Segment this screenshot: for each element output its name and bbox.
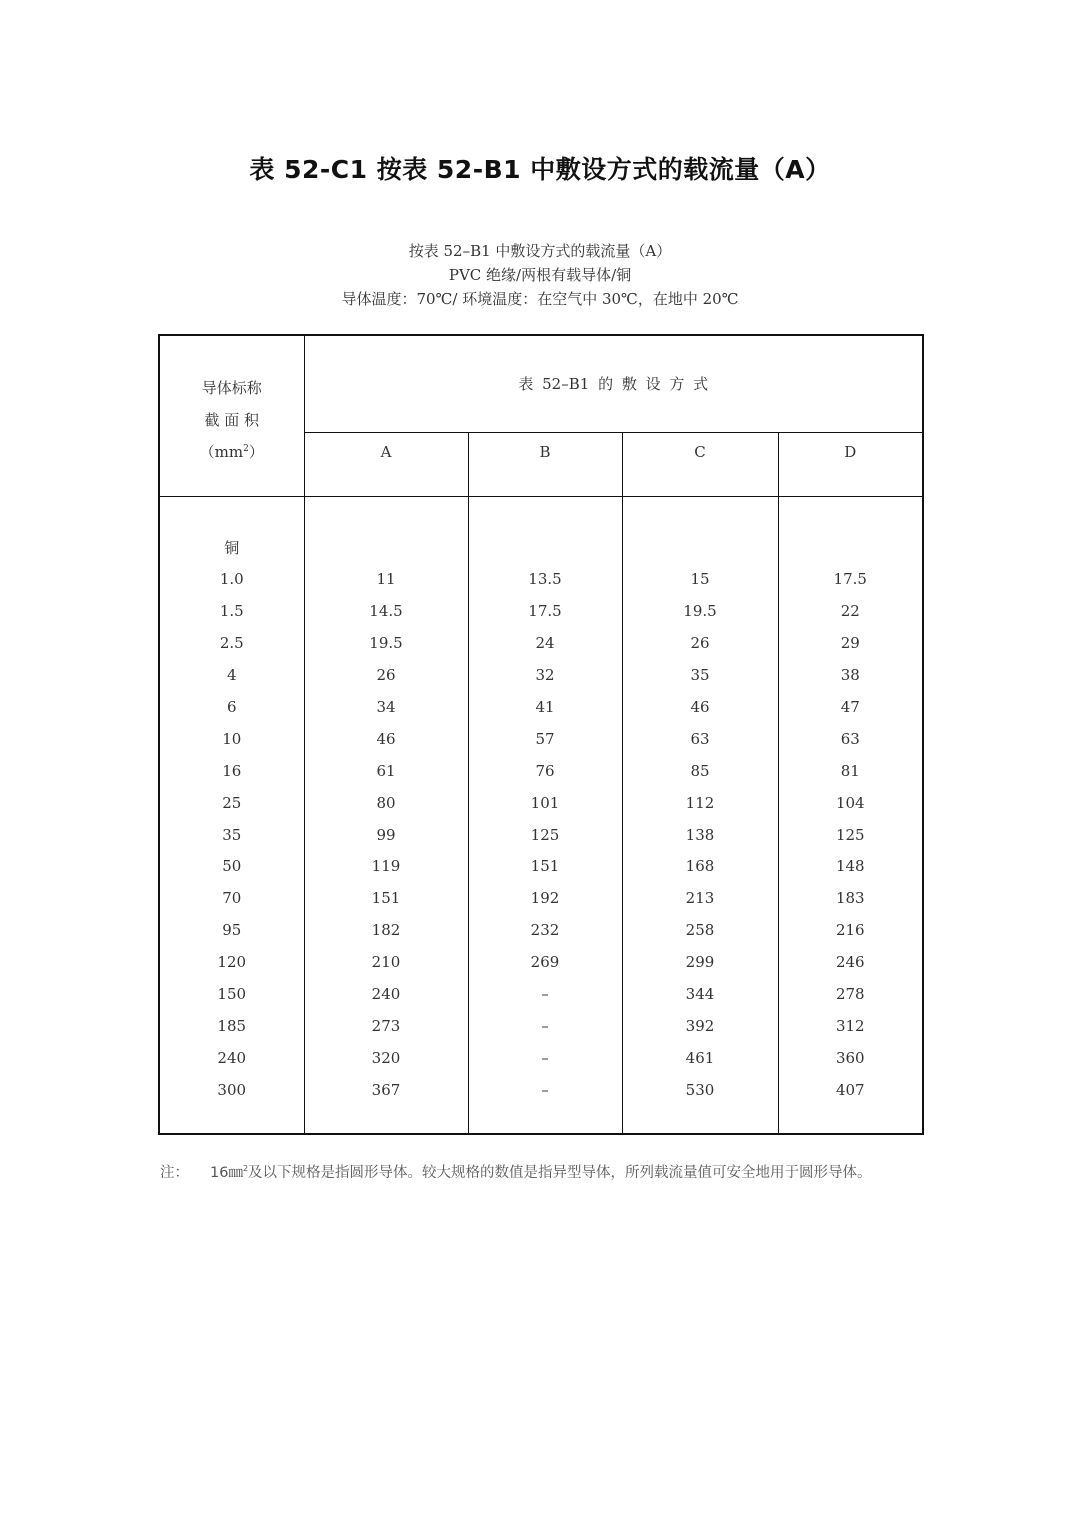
value-cell: 360 bbox=[835, 1048, 865, 1067]
value-cell: 63 bbox=[840, 729, 860, 748]
method-d-column bbox=[778, 496, 923, 1134]
value-cell: 240 bbox=[371, 984, 401, 1003]
value-cell: 38 bbox=[840, 666, 860, 685]
size-cell: 95 bbox=[222, 921, 242, 940]
value-cell: 125 bbox=[835, 825, 865, 844]
value-cell: 125 bbox=[530, 825, 560, 844]
installation-method-header: 表 52–B1 的 敷 设 方 式 bbox=[304, 335, 923, 432]
value-cell: 344 bbox=[685, 984, 715, 1003]
current-capacity-table bbox=[158, 334, 924, 1135]
value-cell: 24 bbox=[535, 634, 555, 653]
value-cell: 192 bbox=[530, 889, 560, 908]
value-cell: 46 bbox=[376, 729, 396, 748]
size-cell: 50 bbox=[222, 857, 242, 876]
method-c-values bbox=[623, 564, 778, 1106]
value-cell: 19.5 bbox=[369, 634, 403, 653]
value-cell: 19.5 bbox=[683, 602, 717, 621]
value-cell: 216 bbox=[835, 921, 865, 940]
method-a-values bbox=[305, 564, 468, 1106]
value-cell: 85 bbox=[690, 761, 710, 780]
value-cell: 312 bbox=[835, 1016, 865, 1035]
size-cell: 2.5 bbox=[219, 634, 244, 653]
size-cell: 35 bbox=[222, 825, 242, 844]
value-cell: 41 bbox=[535, 697, 555, 716]
value-cell: 367 bbox=[371, 1080, 401, 1099]
size-cell: 6 bbox=[226, 697, 237, 716]
value-cell: 461 bbox=[685, 1048, 715, 1067]
value-cell: 320 bbox=[371, 1048, 401, 1067]
size-cell: 300 bbox=[217, 1080, 247, 1099]
value-cell: – bbox=[541, 1016, 549, 1035]
area-header-cell bbox=[159, 335, 304, 496]
size-cell: 4 bbox=[226, 666, 237, 685]
value-cell: 11 bbox=[376, 570, 396, 589]
value-cell: 210 bbox=[371, 953, 401, 972]
value-cell: 392 bbox=[685, 1016, 715, 1035]
method-c-column bbox=[622, 496, 778, 1134]
column-header-b: B bbox=[468, 432, 622, 496]
value-cell: 151 bbox=[530, 857, 560, 876]
value-cell: 26 bbox=[376, 666, 396, 685]
size-column bbox=[159, 496, 304, 1134]
method-a-column bbox=[304, 496, 468, 1134]
value-cell: 104 bbox=[835, 793, 865, 812]
value-cell: 148 bbox=[835, 857, 865, 876]
value-cell: 258 bbox=[685, 921, 715, 940]
value-cell: 101 bbox=[530, 793, 560, 812]
size-cell: 240 bbox=[217, 1048, 247, 1067]
value-cell: 168 bbox=[685, 857, 715, 876]
size-cell: 70 bbox=[222, 889, 242, 908]
column-header-c: C bbox=[622, 432, 778, 496]
value-cell: 14.5 bbox=[369, 602, 403, 621]
material-label: 铜 bbox=[224, 538, 240, 557]
value-cell: 15 bbox=[690, 570, 710, 589]
value-cell: 269 bbox=[530, 953, 560, 972]
value-cell: 278 bbox=[835, 984, 865, 1003]
table-condition-temperature: 导体温度：70℃/ 环境温度：在空气中 30℃，在地中 20℃ bbox=[341, 290, 739, 308]
method-b-column bbox=[468, 496, 622, 1134]
value-cell: 183 bbox=[835, 889, 865, 908]
column-header-d: D bbox=[778, 432, 923, 496]
note-label: 注： bbox=[160, 1165, 189, 1181]
value-cell: 80 bbox=[376, 793, 396, 812]
size-cell: 185 bbox=[217, 1016, 247, 1035]
size-cell: 1.5 bbox=[219, 602, 244, 621]
value-cell: 63 bbox=[690, 729, 710, 748]
value-cell: 29 bbox=[840, 634, 860, 653]
value-cell: 47 bbox=[840, 697, 860, 716]
value-cell: 32 bbox=[535, 666, 555, 685]
value-cell: 530 bbox=[685, 1080, 715, 1099]
page-title: 表 52-C1 按表 52-B1 中敷设方式的载流量（A） bbox=[249, 155, 831, 184]
table-caption: 按表 52–B1 中敷设方式的载流量（A） bbox=[408, 242, 672, 260]
column-header-a: A bbox=[304, 432, 468, 496]
value-cell: 57 bbox=[535, 729, 555, 748]
value-cell: 99 bbox=[376, 825, 396, 844]
size-cell: 150 bbox=[217, 984, 247, 1003]
value-cell: 213 bbox=[685, 889, 715, 908]
method-d-values bbox=[779, 564, 923, 1106]
value-cell: 151 bbox=[371, 889, 401, 908]
area-header-line2: 截 面 积 bbox=[204, 411, 260, 429]
value-cell: 273 bbox=[371, 1016, 401, 1035]
value-cell: 61 bbox=[376, 761, 396, 780]
value-cell: 232 bbox=[530, 921, 560, 940]
value-cell: – bbox=[541, 1048, 549, 1067]
size-cell: 120 bbox=[217, 953, 247, 972]
value-cell: 182 bbox=[371, 921, 401, 940]
value-cell: – bbox=[541, 1080, 549, 1099]
value-cell: 119 bbox=[371, 857, 401, 876]
method-b-values bbox=[469, 564, 622, 1106]
value-cell: 81 bbox=[840, 761, 860, 780]
value-cell: 26 bbox=[690, 634, 710, 653]
value-cell: 35 bbox=[690, 666, 710, 685]
size-cell: 16 bbox=[222, 761, 242, 780]
area-header-unit: $(mm^2)$ bbox=[199, 443, 264, 461]
value-cell: 46 bbox=[690, 697, 710, 716]
value-cell: 407 bbox=[835, 1080, 865, 1099]
note-text: 16㎜$^2$及以下规格是指圆形导体。较大规格的数值是指异型导体，所列载流量值可安全地用于圆形导体。 bbox=[210, 1164, 872, 1181]
size-cell: 10 bbox=[222, 729, 242, 748]
value-cell: 246 bbox=[835, 953, 865, 972]
value-cell: 76 bbox=[535, 761, 555, 780]
size-list bbox=[160, 564, 304, 1106]
value-cell: 17.5 bbox=[833, 570, 867, 589]
value-cell: – bbox=[541, 984, 549, 1003]
value-cell: 138 bbox=[685, 825, 715, 844]
size-cell: 25 bbox=[222, 793, 242, 812]
value-cell: 34 bbox=[376, 697, 396, 716]
value-cell: 112 bbox=[685, 793, 715, 812]
value-cell: 22 bbox=[840, 602, 860, 621]
table-condition-insulation: PVC 绝缘/两根有载导体/铜 bbox=[448, 266, 632, 284]
value-cell: 299 bbox=[685, 953, 715, 972]
area-header-line1: 导体标称 bbox=[201, 379, 262, 397]
value-cell: 13.5 bbox=[528, 570, 562, 589]
size-cell: 1.0 bbox=[219, 570, 244, 589]
value-cell: 17.5 bbox=[528, 602, 562, 621]
